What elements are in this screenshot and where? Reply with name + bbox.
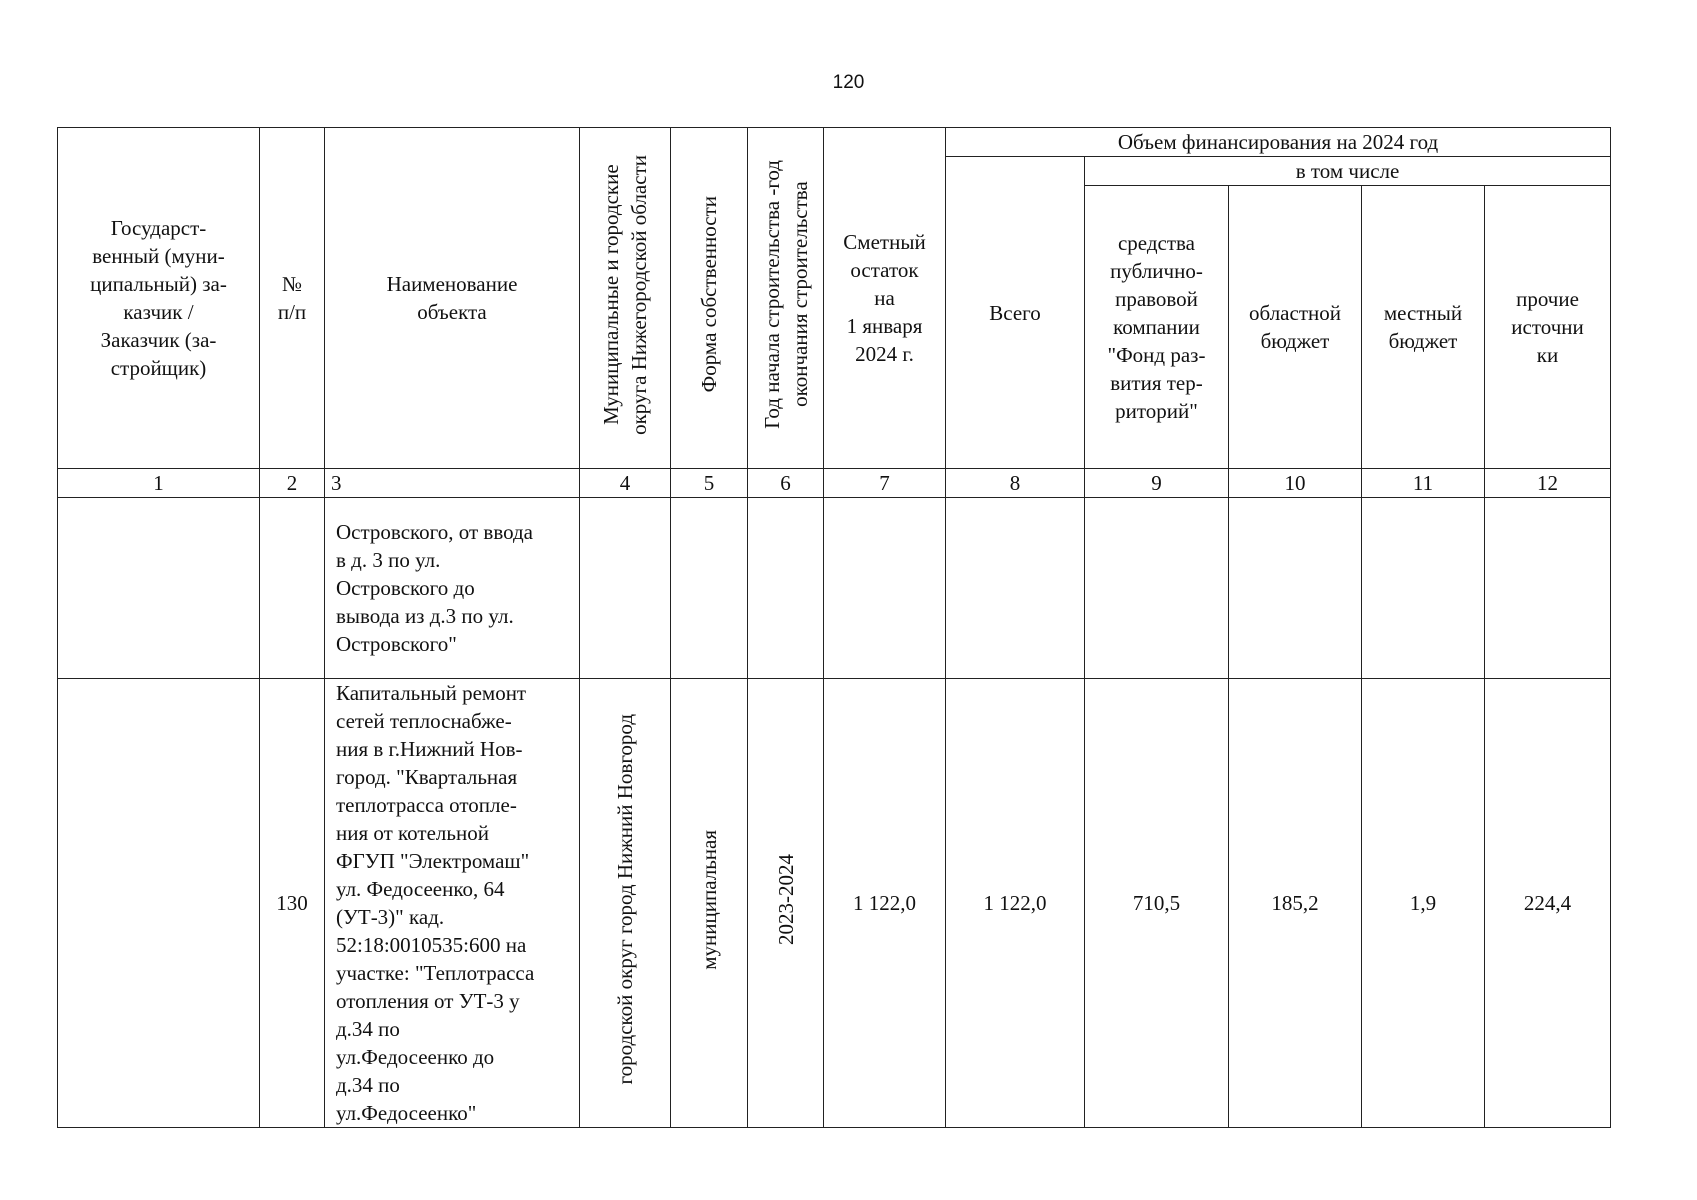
cell-customer <box>58 498 260 679</box>
cell-years: 2023-2024 <box>748 679 824 1128</box>
cell-object-name: Капитальный ремонт сетей теплоснабже- ния в г.Нижний Нов- город. "Квартальная теплотрасса отопле- ния от котельной ФГУП "Электромаш" ул. Федосеенко, 64 (УТ-3)" кад. 52:18:0010535:600 на участке: "Теплотрасса отопления от УТ-3 у д.34 по ул.Федосеенко до д.34 по ул.Федосеенко" <box>325 679 580 1128</box>
header-local: местный бюджет <box>1362 186 1485 469</box>
header-total: Всего <box>946 157 1085 469</box>
cell-num <box>260 498 325 679</box>
cell-regional: 185,2 <box>1229 679 1362 1128</box>
cell-num: 130 <box>260 679 325 1128</box>
header-fund: средства публично- правовой компании "Фонд раз- вития тер- риторий" <box>1085 186 1229 469</box>
column-number-row <box>58 469 1611 498</box>
column-number: 11 <box>1362 469 1485 498</box>
header-other: прочие источни ки <box>1485 186 1611 469</box>
header-estimate: Сметный остаток на 1 января 2024 г. <box>824 128 946 469</box>
column-number: 9 <box>1085 469 1229 498</box>
table-row <box>58 498 1611 679</box>
cell-other <box>1485 498 1611 679</box>
header-ownership: Форма собственности <box>671 128 748 469</box>
column-number: 1 <box>58 469 260 498</box>
cell-local: 1,9 <box>1362 679 1485 1128</box>
column-number: 10 <box>1229 469 1362 498</box>
header-years: Год начала строительства -год окончания строительства <box>748 128 824 469</box>
cell-fund <box>1085 498 1229 679</box>
cell-estimate: 1 122,0 <box>824 679 946 1128</box>
table-row <box>58 679 1611 1128</box>
header-object-name: Наименование объекта <box>325 128 580 469</box>
header-regional: областной бюджет <box>1229 186 1362 469</box>
column-number: 3 <box>325 469 580 498</box>
header-customer: Государст- венный (муни- ципальный) за- казчик / Заказчик (за- стройщик) <box>58 128 260 469</box>
column-number: 8 <box>946 469 1085 498</box>
column-number: 4 <box>580 469 671 498</box>
column-number: 6 <box>748 469 824 498</box>
header-financing-group: Объем финансирования на 2024 год <box>946 128 1611 157</box>
cell-other: 224,4 <box>1485 679 1611 1128</box>
cell-municipality <box>580 498 671 679</box>
cell-customer <box>58 679 260 1128</box>
cell-fund: 710,5 <box>1085 679 1229 1128</box>
header-municipalities: Муниципальные и городские округа Нижегородской области <box>580 128 671 469</box>
cell-object-name: Островского, от ввода в д. 3 по ул. Островского до вывода из д.3 по ул. Островского" <box>325 498 580 679</box>
cell-total: 1 122,0 <box>946 679 1085 1128</box>
header-including: в том числе <box>1085 157 1611 186</box>
cell-local <box>1362 498 1485 679</box>
cell-estimate <box>824 498 946 679</box>
column-number: 2 <box>260 469 325 498</box>
header-row-top <box>58 128 1611 157</box>
cell-total <box>946 498 1085 679</box>
page-number: 120 <box>832 72 865 93</box>
cell-years <box>748 498 824 679</box>
column-number: 12 <box>1485 469 1611 498</box>
financing-table <box>57 127 1611 1128</box>
column-number: 5 <box>671 469 748 498</box>
column-number: 7 <box>824 469 946 498</box>
cell-municipality: городской округ город Нижний Новгород <box>580 679 671 1128</box>
cell-regional <box>1229 498 1362 679</box>
cell-ownership: муниципальная <box>671 679 748 1128</box>
cell-ownership <box>671 498 748 679</box>
header-num: № п/п <box>260 128 325 469</box>
